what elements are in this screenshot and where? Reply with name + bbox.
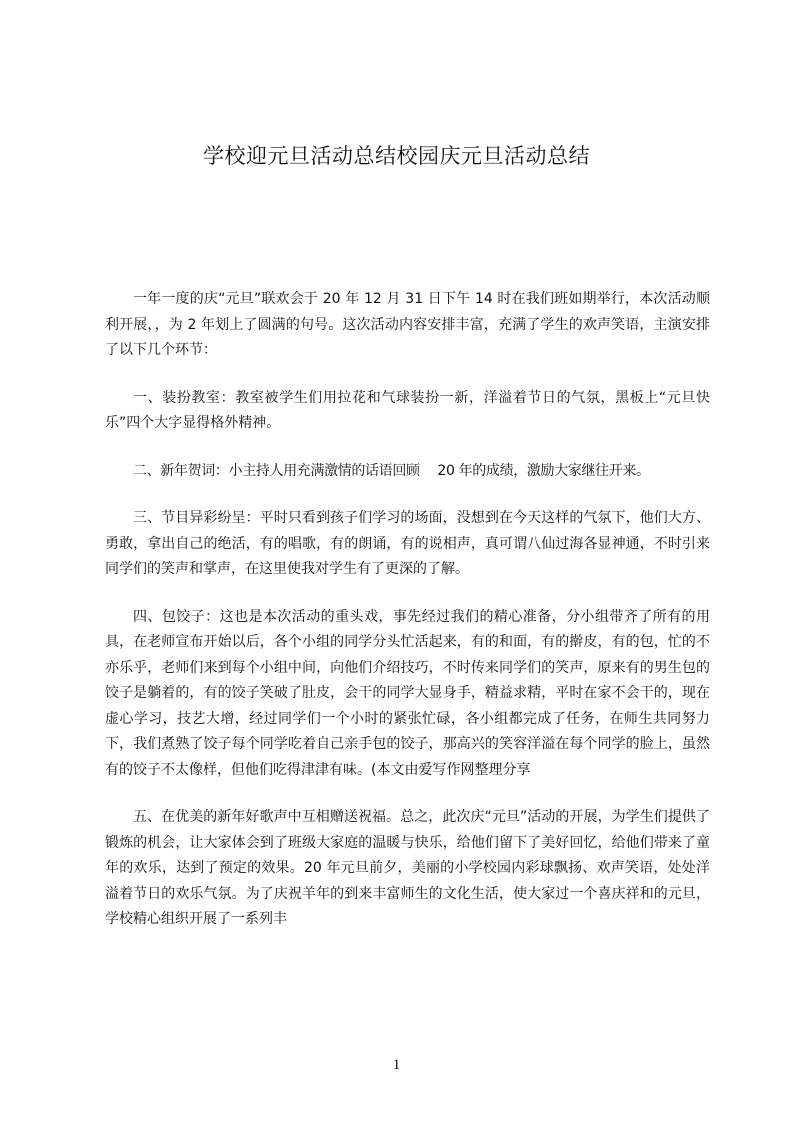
paragraph-decorate-classroom: 一、装扮教室：教室被学生们用拉花和气球装扮一新，洋溢着节日的气氛，黑板上“元旦快乐”四个大字显得格外精神。 bbox=[105, 389, 710, 431]
paragraph-blessings: 五、在优美的新年好歌声中互相赠送祝福。总之，此次庆“元旦”活动的开展，为学生们提供了锻炼的机会，让大家体会到了班级大家庭的温暖与快乐，给他们留下了美好回忆，给他们带来了童年的欢乐，达到了预定的效果。20 年元旦前夕，美丽的小学校园内彩球飘扬、欢声笑语，处处洋溢着节日的欢乐气氛。为了庆祝羊年的到来丰富师生的文化生活，使大家过一个喜庆祥和的元旦，学校精心组织开展了一系列丰 bbox=[105, 809, 710, 927]
paragraph-performances: 三、节目异彩纷呈：平时只看到孩子们学习的场面，没想到在今天这样的气氛下，他们大方、勇敢，拿出自己的绝活，有的唱歌，有的朗诵，有的说相声，真可谓八仙过海各显神通，不时引来同学们的笑声和掌声，在这里使我对学生有了更深的了解。 bbox=[105, 510, 710, 577]
paragraph-dumplings: 四、包饺子：这也是本次活动的重头戏，事先经过我们的精心准备，分小组带齐了所有的用具，在老师宣布开始以后，各个小组的同学分头忙活起来，有的和面，有的擀皮，有的包，忙的不亦乐乎，老师们来到每个小组中间，向他们介绍技巧，不时传来同学们的笑声，原来有的男生包的饺子是躺着的，有的饺子笑破了肚皮，会干的同学大显身手，精益求精，平时在家不会干的，现在虚心学习，技艺大增，经过同学们一个小时的紧张忙碌，各小组都完成了任务，在师生共同努力下，我们煮熟了饺子每个同学吃着自己亲手包的饺子，那高兴的笑容洋溢在每个同学的脸上，虽然有的饺子不太像样，但他们吃得津津有味。(本文由爱写作网整理分享 bbox=[105, 608, 710, 778]
document-title: 学校迎元旦活动总结校园庆元旦活动总结 bbox=[203, 144, 590, 168]
paragraph-intro: 一年一度的庆“元旦”联欢会于 20 年 12 月 31 日下午 14 时在我们班如期举行，本次活动顺利开展，，为 2 年划上了圆满的句号。这次活动内容安排丰富，充满了学生的欢声笑语，主演安排了以下几个环节： bbox=[105, 291, 710, 358]
paragraph-new-year-greeting: 二、新年贺词：小主持人用充满激情的话语回顾 20 年的成绩，激励大家继往开来。 bbox=[133, 462, 650, 479]
document-body bbox=[105, 287, 710, 955]
page-number: 1 bbox=[392, 1057, 401, 1073]
